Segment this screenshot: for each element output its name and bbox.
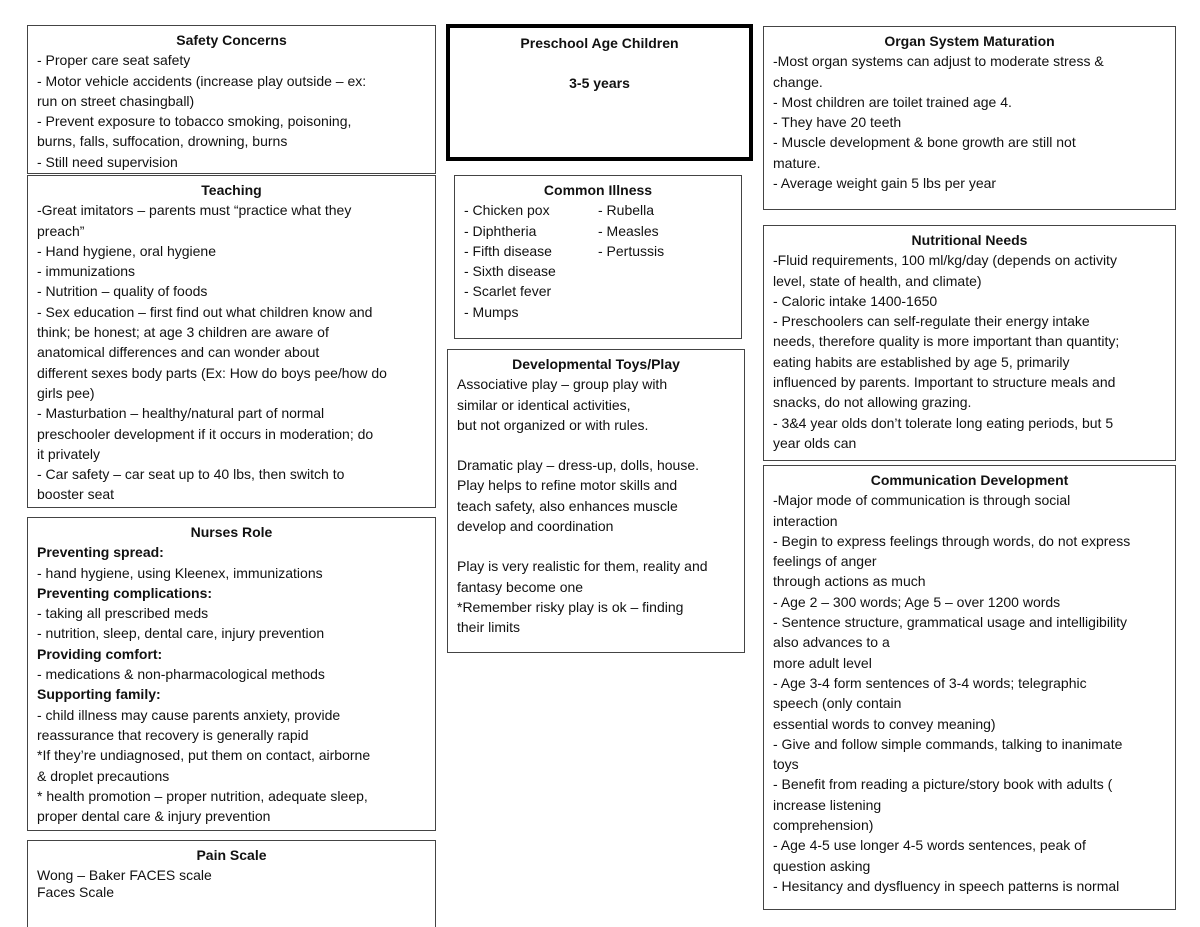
teaching-line: - Nutrition – quality of foods <box>37 283 208 300</box>
nurses-line: - hand hygiene, using Kleenex, immunizations <box>37 564 323 581</box>
common-illness-title: Common Illness <box>543 182 653 198</box>
nutrition-line: snacks, do not allowing grazing. <box>773 394 972 411</box>
communication-line: - Age 4-5 use longer 4-5 words sentences, peak of <box>773 837 1086 854</box>
nurses-line: * health promotion – proper nutrition, adequate sleep, <box>37 787 368 804</box>
teaching-line: think; be honest; at age 3 children are aware of <box>37 324 329 341</box>
toys-line: but not organized or with rules. <box>457 416 649 433</box>
safety-concerns-title: Safety Concerns <box>176 32 287 48</box>
illness-item: - Fifth disease <box>464 242 552 259</box>
organ-maturation-title: Organ System Maturation <box>884 33 1055 49</box>
nutritional-needs-title: Nutritional Needs <box>911 232 1028 248</box>
nutrition-line: eating habits are established by age 5, primarily <box>773 353 1070 370</box>
nurses-line: - taking all prescribed meds <box>37 605 209 622</box>
communication-line: speech (only contain <box>773 695 902 712</box>
pain-scale-title: Pain Scale <box>196 847 267 863</box>
communication-line: - Hesitancy and dysfluency in speech patterns is normal <box>773 877 1120 894</box>
safety-line: - Motor vehicle accidents (increase play outside – ex: <box>37 72 367 89</box>
communication-line: toys <box>773 756 799 773</box>
safety-concerns-box <box>27 25 436 174</box>
nurses-line: & droplet precautions <box>37 767 170 784</box>
communication-line: more adult level <box>773 654 872 671</box>
teaching-line: preach” <box>37 222 85 239</box>
illness-item: - Pertussis <box>598 242 665 259</box>
toys-line: Play is very realistic for them, reality and <box>457 558 708 575</box>
illness-item: - Sixth disease <box>464 263 556 280</box>
nurses-role-box <box>27 517 436 831</box>
safety-line: burns, falls, suffocation, drowning, burns <box>37 133 288 150</box>
safety-line: run on street chasingball) <box>37 92 195 109</box>
nurses-line: - medications & non-pharmacological methods <box>37 666 325 683</box>
toys-line: their limits <box>457 619 521 636</box>
nurses-line: - nutrition, sleep, dental care, injury prevention <box>37 625 325 642</box>
nutrition-line: -Fluid requirements, 100 ml/kg/day (depends on activity <box>773 252 1117 269</box>
communication-line: increase listening <box>773 796 882 813</box>
teaching-line: - Masturbation – healthy/natural part of normal <box>37 405 325 422</box>
organ-line: mature. <box>773 154 821 171</box>
teaching-line: girls pee) <box>37 384 95 401</box>
nutritional-needs-box <box>763 225 1176 461</box>
nurses-line: proper dental care & injury prevention <box>37 808 271 825</box>
toys-line: develop and coordination <box>457 518 614 535</box>
safety-line: - Still need supervision <box>37 153 178 170</box>
nutrition-line: - Caloric intake 1400-1650 <box>773 292 938 309</box>
nutrition-line: level, state of health, and climate) <box>773 272 982 289</box>
organ-maturation-box <box>763 26 1176 210</box>
organ-line: - Average weight gain 5 lbs per year <box>773 175 997 192</box>
nurses-subheading: Supporting family: <box>37 686 161 703</box>
organ-line: -Most organ systems can adjust to moderate stress & <box>773 53 1104 70</box>
toys-line: similar or identical activities, <box>457 396 631 413</box>
toys-line: teach safety, also enhances muscle <box>457 497 678 514</box>
nutrition-line: year olds can <box>773 434 857 451</box>
organ-line: - They have 20 teeth <box>773 114 902 131</box>
nurses-subheading: Preventing complications: <box>37 584 213 601</box>
communication-line: - Begin to express feelings through words, do not express <box>773 532 1131 549</box>
nurses-subheading: Providing comfort: <box>37 645 163 662</box>
communication-line: also advances to a <box>773 634 890 651</box>
illness-list-right <box>598 200 732 322</box>
safety-line: - Proper care seat safety <box>37 52 191 69</box>
communication-line: - Age 3-4 form sentences of 3-4 words; telegraphic <box>773 674 1087 691</box>
communication-line: - Sentence structure, grammatical usage and intelligibility <box>773 614 1128 631</box>
nurses-subheading: Preventing spread: <box>37 544 164 561</box>
nutrition-line: - Preschoolers can self-regulate their energy intake <box>773 313 1090 330</box>
communication-line: - Benefit from reading a picture/story book with adults ( <box>773 776 1113 793</box>
teaching-line: booster seat <box>37 486 115 503</box>
nutrition-line: influenced by parents. Important to structure meals and <box>773 374 1116 391</box>
communication-line: essential words to convey meaning) <box>773 715 996 732</box>
illness-item: - Scarlet fever <box>464 283 552 300</box>
communication-line: -Major mode of communication is through social <box>773 492 1071 509</box>
communication-line: feelings of anger <box>773 553 877 570</box>
communication-box <box>763 465 1176 910</box>
communication-line: interaction <box>773 512 838 529</box>
pain-scale-box <box>27 840 436 927</box>
illness-item: - Chicken pox <box>464 202 550 219</box>
nurses-line: - child illness may cause parents anxiety, provide <box>37 706 341 723</box>
safety-line: - Prevent exposure to tobacco smoking, poisoning, <box>37 113 352 130</box>
teaching-line: - Hand hygiene, oral hygiene <box>37 242 217 259</box>
communication-line: - Give and follow simple commands, talking to inanimate <box>773 735 1123 752</box>
pain-line: Wong – Baker FACES scale <box>37 867 212 884</box>
nurses-line: *If they’re undiagnosed, put them on contact, airborne <box>37 747 371 764</box>
illness-item: - Diphtheria <box>464 222 537 239</box>
teaching-line: - immunizations <box>37 263 136 280</box>
toys-line: fantasy become one <box>457 578 584 595</box>
communication-line: through actions as much <box>773 573 926 590</box>
nurses-role-title: Nurses Role <box>190 524 273 540</box>
organ-line: - Muscle development & bone growth are still not <box>773 134 1076 151</box>
pain-line: Faces Scale <box>37 883 115 900</box>
communication-title: Communication Development <box>870 472 1069 488</box>
toys-play-box <box>447 349 745 653</box>
communication-line: - Age 2 – 300 words; Age 5 – over 1200 words <box>773 593 1061 610</box>
illness-list-left <box>464 200 598 322</box>
toys-line: Associative play – group play with <box>457 376 668 393</box>
illness-columns <box>464 200 732 322</box>
toys-line: Play helps to refine motor skills and <box>457 477 678 494</box>
toys-line: Dramatic play – dress-up, dolls, house. <box>457 457 699 474</box>
nurses-line: reassurance that recovery is generally rapid <box>37 726 309 743</box>
teaching-line: it privately <box>37 445 101 462</box>
teaching-line: - Car safety – car seat up to 40 lbs, then switch to <box>37 466 345 483</box>
preschool-title: Preschool Age Children <box>520 35 679 51</box>
common-illness-box <box>454 175 742 339</box>
teaching-line: - Sex education – first find out what children know and <box>37 303 373 320</box>
communication-line: question asking <box>773 857 871 874</box>
illness-item: - Mumps <box>464 303 519 320</box>
age-range: 3-5 years <box>569 75 630 92</box>
organ-line: - Most children are toilet trained age 4. <box>773 93 1012 110</box>
teaching-title: Teaching <box>201 182 262 198</box>
toys-line: *Remember risky play is ok – finding <box>457 598 684 615</box>
organ-line: change. <box>773 73 823 90</box>
teaching-box <box>27 175 436 508</box>
teaching-line: different sexes body parts (Ex: How do boys pee/how do <box>37 364 387 381</box>
illness-item: - Rubella <box>598 202 655 219</box>
toys-play-title: Developmental Toys/Play <box>512 356 680 372</box>
nutrition-line: needs, therefore quality is more important than quantity; <box>773 333 1120 350</box>
communication-line: comprehension) <box>773 817 874 834</box>
teaching-line: preschooler development if it occurs in moderation; do <box>37 425 374 442</box>
nutrition-line: - 3&4 year olds don’t tolerate long eating periods, but 5 <box>773 414 1114 431</box>
teaching-line: anatomical differences and can wonder about <box>37 344 320 361</box>
illness-item: - Measles <box>598 222 659 239</box>
teaching-line: -Great imitators – parents must “practice what they <box>37 202 352 219</box>
preschool-title-box <box>446 24 753 161</box>
